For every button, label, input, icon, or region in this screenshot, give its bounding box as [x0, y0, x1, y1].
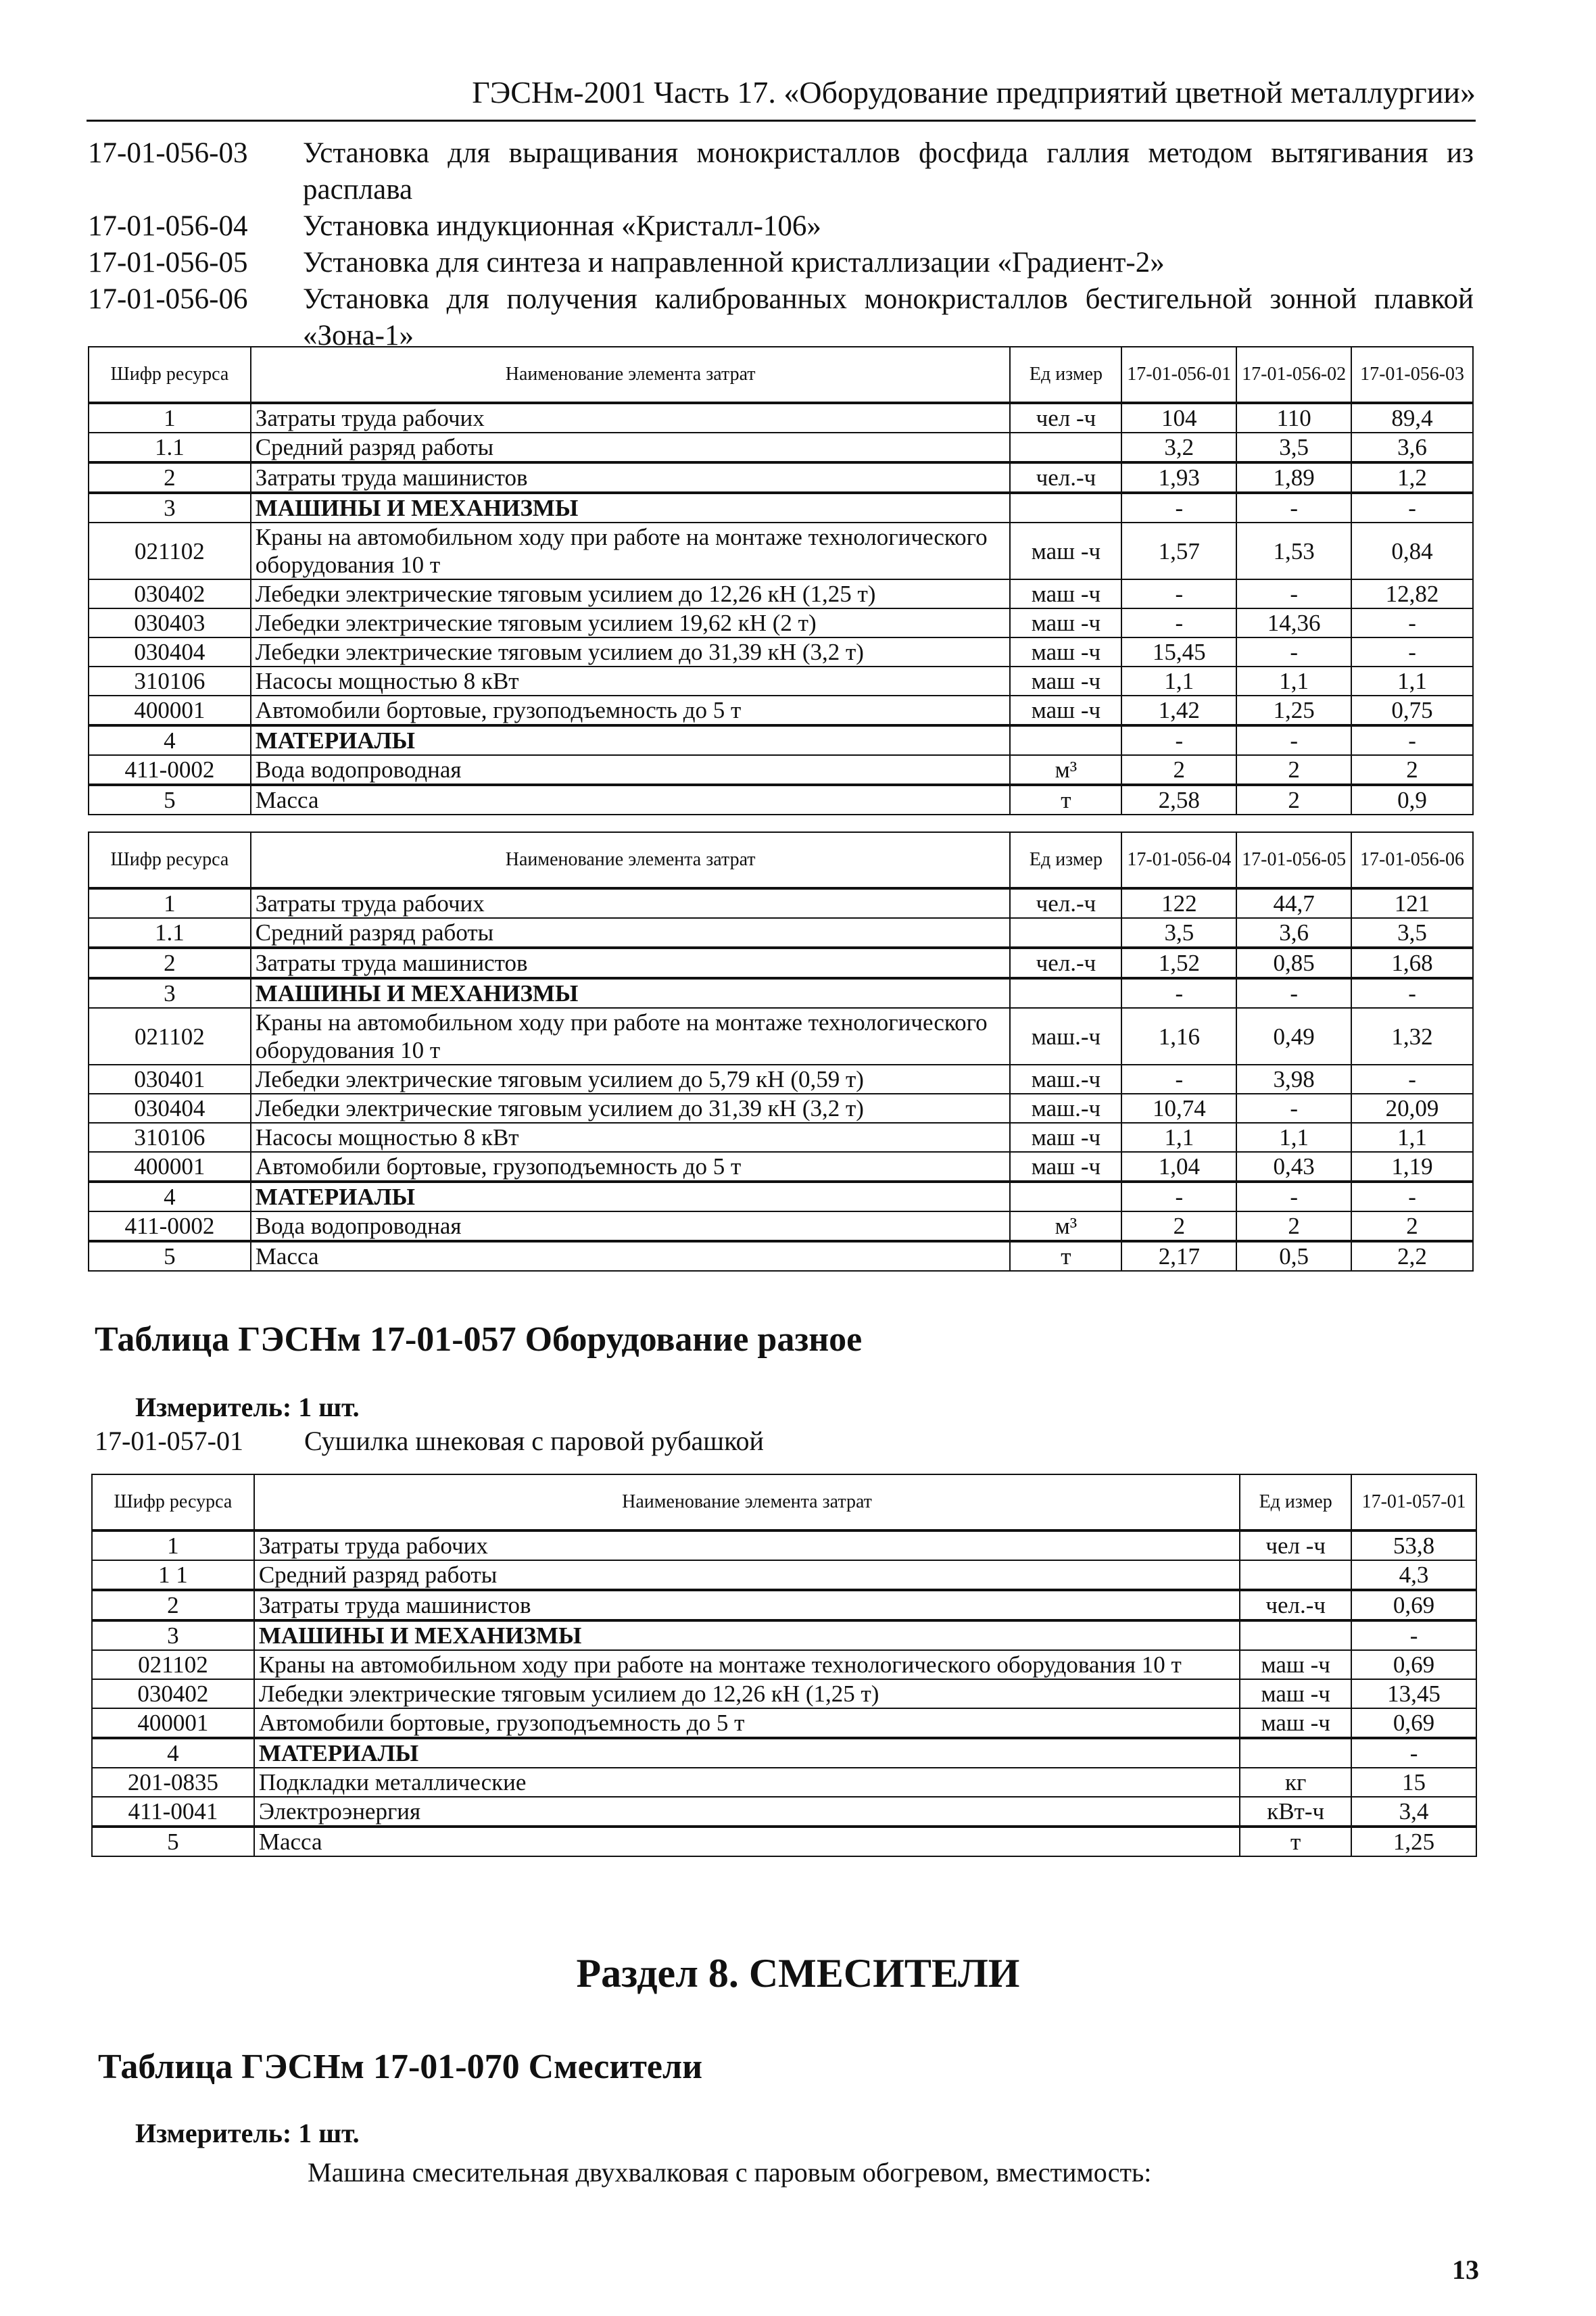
resource-name-cell: МАШИНЫ И МЕХАНИЗМЫ — [254, 1620, 1240, 1650]
variant-list-056 — [88, 135, 1474, 354]
value-cell: 1,2 — [1351, 462, 1473, 493]
resource-name-cell: Автомобили бортовые, грузоподъемность до 5 т — [251, 1152, 1011, 1182]
table-row — [89, 1065, 1473, 1094]
value-cell: 0,5 — [1236, 1241, 1351, 1271]
resource-name-cell: Затраты труда машинистов — [251, 948, 1011, 978]
meter-label: Измеритель: — [135, 1392, 292, 1422]
resource-code-cell: 400001 — [89, 696, 251, 725]
value-cell: 110 — [1236, 403, 1351, 433]
value-cell: - — [1236, 1182, 1351, 1211]
value-cell: 0,9 — [1351, 785, 1473, 815]
variant-code: 17-01-056-03 — [88, 137, 248, 169]
unit-cell: маш -ч — [1010, 579, 1121, 608]
resource-code-cell: 021102 — [92, 1650, 254, 1679]
resource-code-cell: 3 — [89, 978, 251, 1008]
meter-label: Измеритель: — [135, 2118, 292, 2148]
value-cell: 0,85 — [1236, 948, 1351, 978]
unit-cell — [1010, 433, 1121, 462]
table-row — [89, 948, 1473, 978]
value-cell: 2 — [1121, 755, 1236, 785]
value-cell: - — [1351, 725, 1473, 755]
value-cell: 1,1 — [1236, 667, 1351, 696]
value-cell: - — [1351, 1182, 1473, 1211]
value-cell: 0,69 — [1351, 1650, 1476, 1679]
variant-item — [88, 245, 1474, 281]
table-row — [92, 1768, 1476, 1797]
column-header: 17-01-056-01 — [1121, 347, 1236, 403]
value-cell: 2 — [1351, 755, 1473, 785]
value-cell: - — [1121, 1065, 1236, 1094]
unit-cell: м³ — [1010, 755, 1121, 785]
resource-code-cell: 411-0002 — [89, 755, 251, 785]
value-cell: 53,8 — [1351, 1530, 1476, 1560]
unit-cell: чел.-ч — [1240, 1590, 1351, 1620]
value-cell: 3,4 — [1351, 1797, 1476, 1827]
column-header: Ед измер — [1240, 1474, 1351, 1530]
resource-name-cell: Подкладки металлические — [254, 1768, 1240, 1797]
column-header: 17-01-056-02 — [1236, 347, 1351, 403]
resource-code-cell: 411-0002 — [89, 1211, 251, 1241]
value-cell: 1,25 — [1236, 696, 1351, 725]
table-row — [89, 579, 1473, 608]
table-row — [89, 888, 1473, 918]
unit-cell: маш.-ч — [1010, 1065, 1121, 1094]
resource-code-cell: 2 — [89, 948, 251, 978]
resource-name-cell: Краны на автомобильном ходу при работе на монтаже технологического оборудования 10 т — [251, 1008, 1011, 1065]
column-header: Наименование элемента затрат — [251, 347, 1011, 403]
meter-value: 1 шт. — [298, 1392, 360, 1422]
value-cell: 1,1 — [1351, 667, 1473, 696]
value-cell: 1,16 — [1121, 1008, 1236, 1065]
resource-name-cell: Краны на автомобильном ходу при работе на монтаже технологического оборудования 10 т — [254, 1650, 1240, 1679]
resource-code-cell: 1 1 — [92, 1560, 254, 1590]
resource-name-cell: Насосы мощностью 8 кВт — [251, 1123, 1011, 1152]
value-cell: 0,69 — [1351, 1708, 1476, 1738]
resource-name-cell: Масса — [251, 785, 1011, 815]
section-title: Раздел 8. СМЕСИТЕЛИ — [576, 1951, 1020, 1996]
unit-cell: маш -ч — [1010, 667, 1121, 696]
resource-name-cell: МАШИНЫ И МЕХАНИЗМЫ — [251, 493, 1011, 523]
resource-name-cell: Автомобили бортовые, грузоподъемность до 5 т — [254, 1708, 1240, 1738]
resource-name-cell: Затраты труда машинистов — [254, 1590, 1240, 1620]
table-row — [92, 1590, 1476, 1620]
value-cell: 3,6 — [1351, 433, 1473, 462]
resource-code-cell: 1.1 — [89, 433, 251, 462]
value-cell: 1,57 — [1121, 523, 1236, 579]
resource-code-cell: 3 — [89, 493, 251, 523]
unit-cell: маш -ч — [1010, 1123, 1121, 1152]
table-070-text: Машина смесительная двухвалковая с паровым обогревом, вместимость: — [308, 2157, 1152, 2188]
value-cell: - — [1236, 637, 1351, 667]
unit-cell: чел.-ч — [1010, 462, 1121, 493]
value-cell: 1,25 — [1351, 1827, 1476, 1856]
resource-code-cell: 4 — [92, 1738, 254, 1768]
resource-code-cell: 030402 — [92, 1679, 254, 1708]
value-cell: 2 — [1236, 1211, 1351, 1241]
running-header: ГЭСНм-2001 Часть 17. «Оборудование предприятий цветной металлургии» — [87, 74, 1476, 122]
unit-cell: маш -ч — [1240, 1679, 1351, 1708]
resource-code-cell: 4 — [89, 1182, 251, 1211]
column-header: Шифр ресурса — [89, 347, 251, 403]
value-cell: 12,82 — [1351, 579, 1473, 608]
resource-name-cell: Масса — [251, 1241, 1011, 1271]
unit-cell: маш -ч — [1240, 1650, 1351, 1679]
variant-item — [88, 208, 1474, 245]
resource-code-cell: 030404 — [89, 1094, 251, 1123]
resource-name-cell: Лебедки электрические тяговым усилием до 31,39 кН (3,2 т) — [251, 637, 1011, 667]
table-row — [89, 608, 1473, 637]
resource-name-cell: Средний разряд работы — [251, 918, 1011, 948]
value-cell: 1,19 — [1351, 1152, 1473, 1182]
unit-cell — [1240, 1738, 1351, 1768]
resource-code-cell: 030401 — [89, 1065, 251, 1094]
resource-code-cell: 201-0835 — [92, 1768, 254, 1797]
value-cell: 13,45 — [1351, 1679, 1476, 1708]
value-cell: 3,98 — [1236, 1065, 1351, 1094]
table-row — [89, 462, 1473, 493]
value-cell: 1,1 — [1121, 1123, 1236, 1152]
resource-name-cell: Электроэнергия — [254, 1797, 1240, 1827]
resource-name-cell: Лебедки электрические тяговым усилием до 31,39 кН (3,2 т) — [251, 1094, 1011, 1123]
table-row — [92, 1708, 1476, 1738]
resource-name-cell: Затраты труда рабочих — [251, 403, 1011, 433]
unit-cell — [1240, 1620, 1351, 1650]
unit-cell: маш -ч — [1010, 1152, 1121, 1182]
unit-cell — [1010, 1182, 1121, 1211]
value-cell: 1,1 — [1351, 1123, 1473, 1152]
page-number: 13 — [1452, 2254, 1479, 2285]
resource-name-cell: Затраты труда машинистов — [251, 462, 1011, 493]
table-row — [92, 1679, 1476, 1708]
value-cell: - — [1236, 493, 1351, 523]
variant-item — [88, 281, 1474, 354]
resource-code-cell: 310106 — [89, 1123, 251, 1152]
table-row — [89, 978, 1473, 1008]
table-row — [92, 1650, 1476, 1679]
resource-name-cell: Масса — [254, 1827, 1240, 1856]
resource-name-cell: Лебедки электрические тяговым усилием до 12,26 кН (1,25 т) — [254, 1679, 1240, 1708]
resource-code-cell: 1.1 — [89, 918, 251, 948]
table-070-caption: Таблица ГЭСНм 17-01-070 Смесители — [98, 2048, 703, 2086]
value-cell: - — [1121, 1182, 1236, 1211]
unit-cell — [1010, 725, 1121, 755]
resource-code-cell: 021102 — [89, 1008, 251, 1065]
unit-cell: чел -ч — [1010, 403, 1121, 433]
value-cell: 15,45 — [1121, 637, 1236, 667]
unit-cell: кВт-ч — [1240, 1797, 1351, 1827]
unit-cell — [1010, 493, 1121, 523]
value-cell: 3,5 — [1236, 433, 1351, 462]
table-row — [89, 493, 1473, 523]
unit-cell: маш.-ч — [1010, 1094, 1121, 1123]
value-cell: 1,32 — [1351, 1008, 1473, 1065]
table-row — [92, 1560, 1476, 1590]
variant-code: 17-01-056-04 — [88, 210, 248, 242]
resource-name-cell: МАТЕРИАЛЫ — [254, 1738, 1240, 1768]
column-header: Ед измер — [1010, 347, 1121, 403]
unit-cell: маш -ч — [1240, 1708, 1351, 1738]
value-cell: 2,2 — [1351, 1241, 1473, 1271]
value-cell: - — [1121, 579, 1236, 608]
column-header: Наименование элемента затрат — [254, 1474, 1240, 1530]
value-cell: 3,5 — [1121, 918, 1236, 948]
value-cell: 1,1 — [1236, 1123, 1351, 1152]
value-cell: 89,4 — [1351, 403, 1473, 433]
value-cell: 1,53 — [1236, 523, 1351, 579]
table-row — [89, 403, 1473, 433]
resource-table-057 — [91, 1474, 1477, 1857]
value-cell: - — [1351, 1738, 1476, 1768]
column-header: Наименование элемента затрат — [251, 832, 1011, 888]
resource-code-cell: 411-0041 — [92, 1797, 254, 1827]
resource-code-cell: 400001 — [92, 1708, 254, 1738]
resource-name-cell: Вода водопроводная — [251, 1211, 1011, 1241]
value-cell: - — [1351, 493, 1473, 523]
meter-value: 1 шт. — [298, 2118, 360, 2148]
table-row — [89, 755, 1473, 785]
table-row — [89, 1211, 1473, 1241]
value-cell: 14,36 — [1236, 608, 1351, 637]
resource-code-cell: 2 — [89, 462, 251, 493]
column-header: 17-01-056-06 — [1351, 832, 1473, 888]
table-row — [89, 785, 1473, 815]
value-cell: - — [1351, 978, 1473, 1008]
variant-text: Установка для получения калиброванных монокристаллов бестигельной зонной плавкой «Зона-1» — [303, 283, 1474, 352]
variant-code: 17-01-056-06 — [88, 283, 248, 315]
resource-code-cell: 310106 — [89, 667, 251, 696]
column-header: Шифр ресурса — [89, 832, 251, 888]
value-cell: 10,74 — [1121, 1094, 1236, 1123]
value-cell: 3,2 — [1121, 433, 1236, 462]
unit-cell: маш -ч — [1010, 608, 1121, 637]
variant-code: 17-01-056-05 — [88, 247, 248, 279]
unit-cell: м³ — [1010, 1211, 1121, 1241]
unit-cell: кг — [1240, 1768, 1351, 1797]
variant-item — [88, 135, 1474, 208]
value-cell: 1,52 — [1121, 948, 1236, 978]
value-cell: - — [1121, 978, 1236, 1008]
value-cell: 20,09 — [1351, 1094, 1473, 1123]
table-header-row — [89, 347, 1473, 403]
resource-name-cell: Затраты труда рабочих — [254, 1530, 1240, 1560]
resource-code-cell: 030404 — [89, 637, 251, 667]
resource-code-cell: 1 — [92, 1530, 254, 1560]
table-057-meter — [135, 1391, 360, 1423]
resource-name-cell: Насосы мощностью 8 кВт — [251, 667, 1011, 696]
value-cell: 122 — [1121, 888, 1236, 918]
table-row — [89, 725, 1473, 755]
value-cell: - — [1236, 725, 1351, 755]
unit-cell: маш -ч — [1010, 523, 1121, 579]
value-cell: 1,89 — [1236, 462, 1351, 493]
value-cell: 15 — [1351, 1768, 1476, 1797]
table-row — [89, 667, 1473, 696]
value-cell: - — [1121, 725, 1236, 755]
table-row — [89, 637, 1473, 667]
resource-code-cell: 030403 — [89, 608, 251, 637]
table-row — [92, 1797, 1476, 1827]
resource-table-056-a — [88, 346, 1474, 815]
value-cell: - — [1351, 608, 1473, 637]
value-cell: 3,5 — [1351, 918, 1473, 948]
unit-cell — [1240, 1560, 1351, 1590]
value-cell: 44,7 — [1236, 888, 1351, 918]
value-cell: 0,49 — [1236, 1008, 1351, 1065]
value-cell: 2 — [1236, 755, 1351, 785]
resource-code-cell: 5 — [89, 1241, 251, 1271]
resource-code-cell: 030402 — [89, 579, 251, 608]
unit-cell: чел.-ч — [1010, 948, 1121, 978]
value-cell: 1,42 — [1121, 696, 1236, 725]
table-row — [92, 1827, 1476, 1856]
resource-name-cell: Лебедки электрические тяговым усилием 19,62 кН (2 т) — [251, 608, 1011, 637]
value-cell: - — [1351, 1065, 1473, 1094]
value-cell: 4,3 — [1351, 1560, 1476, 1590]
resource-name-cell: МАТЕРИАЛЫ — [251, 725, 1011, 755]
resource-name-cell: МАТЕРИАЛЫ — [251, 1182, 1011, 1211]
resource-name-cell: Средний разряд работы — [254, 1560, 1240, 1590]
table-row — [89, 918, 1473, 948]
value-cell: 1,04 — [1121, 1152, 1236, 1182]
resource-name-cell: МАШИНЫ И МЕХАНИЗМЫ — [251, 978, 1011, 1008]
value-cell: 2 — [1351, 1211, 1473, 1241]
resource-code-cell: 021102 — [89, 523, 251, 579]
value-cell: - — [1236, 978, 1351, 1008]
table-057-caption: Таблица ГЭСНм 17-01-057 Оборудование разное — [95, 1320, 863, 1359]
value-cell: 104 — [1121, 403, 1236, 433]
unit-cell: маш.-ч — [1010, 1008, 1121, 1065]
resource-code-cell: 2 — [92, 1590, 254, 1620]
table-row — [92, 1620, 1476, 1650]
value-cell: - — [1351, 1620, 1476, 1650]
column-header: 17-01-057-01 — [1351, 1474, 1476, 1530]
table-row — [89, 523, 1473, 579]
table-row — [89, 433, 1473, 462]
table-row — [92, 1530, 1476, 1560]
table-row — [89, 1123, 1473, 1152]
resource-code-cell: 5 — [92, 1827, 254, 1856]
unit-cell — [1010, 978, 1121, 1008]
variant-code: 17-01-057-01 — [95, 1426, 243, 1456]
value-cell: - — [1121, 493, 1236, 523]
resource-code-cell: 5 — [89, 785, 251, 815]
resource-name-cell: Краны на автомобильном ходу при работе на монтаже технологического оборудования 10 т — [251, 523, 1011, 579]
unit-cell: т — [1010, 785, 1121, 815]
value-cell: 3,6 — [1236, 918, 1351, 948]
unit-cell — [1010, 918, 1121, 948]
table-header-row — [89, 832, 1473, 888]
table-row — [89, 1152, 1473, 1182]
value-cell: 2 — [1121, 1211, 1236, 1241]
value-cell: 0,69 — [1351, 1590, 1476, 1620]
table-header-row — [92, 1474, 1476, 1530]
variant-text: Установка для выращивания монокристаллов фосфида галлия методом вытягивания из расплава — [303, 137, 1474, 206]
column-header: 17-01-056-04 — [1121, 832, 1236, 888]
column-header: 17-01-056-05 — [1236, 832, 1351, 888]
variant-text: Установка для синтеза и направленной кристаллизации «Градиент-2» — [303, 247, 1165, 279]
resource-name-cell: Вода водопроводная — [251, 755, 1011, 785]
unit-cell: т — [1240, 1827, 1351, 1856]
unit-cell: чел -ч — [1240, 1530, 1351, 1560]
table-row — [89, 1008, 1473, 1065]
resource-name-cell: Затраты труда рабочих — [251, 888, 1011, 918]
resource-name-cell: Лебедки электрические тяговым усилием до 5,79 кН (0,59 т) — [251, 1065, 1011, 1094]
table-row — [89, 1182, 1473, 1211]
resource-name-cell: Автомобили бортовые, грузоподъемность до 5 т — [251, 696, 1011, 725]
value-cell: - — [1121, 608, 1236, 637]
unit-cell: маш -ч — [1010, 637, 1121, 667]
table-row — [89, 1241, 1473, 1271]
resource-code-cell: 400001 — [89, 1152, 251, 1182]
column-header: Шифр ресурса — [92, 1474, 254, 1530]
value-cell: 2,58 — [1121, 785, 1236, 815]
table-070-meter — [135, 2117, 360, 2149]
variant-text: Установка индукционная «Кристалл-106» — [303, 210, 821, 242]
value-cell: - — [1351, 637, 1473, 667]
value-cell: 2 — [1236, 785, 1351, 815]
unit-cell: т — [1010, 1241, 1121, 1271]
table-row — [89, 1094, 1473, 1123]
table-057-variant — [95, 1425, 1474, 1457]
value-cell: 1,93 — [1121, 462, 1236, 493]
table-row — [89, 696, 1473, 725]
value-cell: - — [1236, 1094, 1351, 1123]
value-cell: 0,43 — [1236, 1152, 1351, 1182]
column-header: Ед измер — [1010, 832, 1121, 888]
unit-cell: маш -ч — [1010, 696, 1121, 725]
resource-table-056-b — [88, 831, 1474, 1272]
resource-name-cell: Средний разряд работы — [251, 433, 1011, 462]
resource-code-cell: 1 — [89, 403, 251, 433]
column-header: 17-01-056-03 — [1351, 347, 1473, 403]
value-cell: 2,17 — [1121, 1241, 1236, 1271]
unit-cell: чел.-ч — [1010, 888, 1121, 918]
resource-name-cell: Лебедки электрические тяговым усилием до 12,26 кН (1,25 т) — [251, 579, 1011, 608]
variant-text: Сушилка шнековая с паровой рубашкой — [304, 1426, 764, 1456]
value-cell: 0,75 — [1351, 696, 1473, 725]
value-cell: - — [1236, 579, 1351, 608]
resource-code-cell: 3 — [92, 1620, 254, 1650]
value-cell: 1,68 — [1351, 948, 1473, 978]
value-cell: 0,84 — [1351, 523, 1473, 579]
value-cell: 1,1 — [1121, 667, 1236, 696]
value-cell: 121 — [1351, 888, 1473, 918]
resource-code-cell: 4 — [89, 725, 251, 755]
resource-code-cell: 1 — [89, 888, 251, 918]
table-row — [92, 1738, 1476, 1768]
